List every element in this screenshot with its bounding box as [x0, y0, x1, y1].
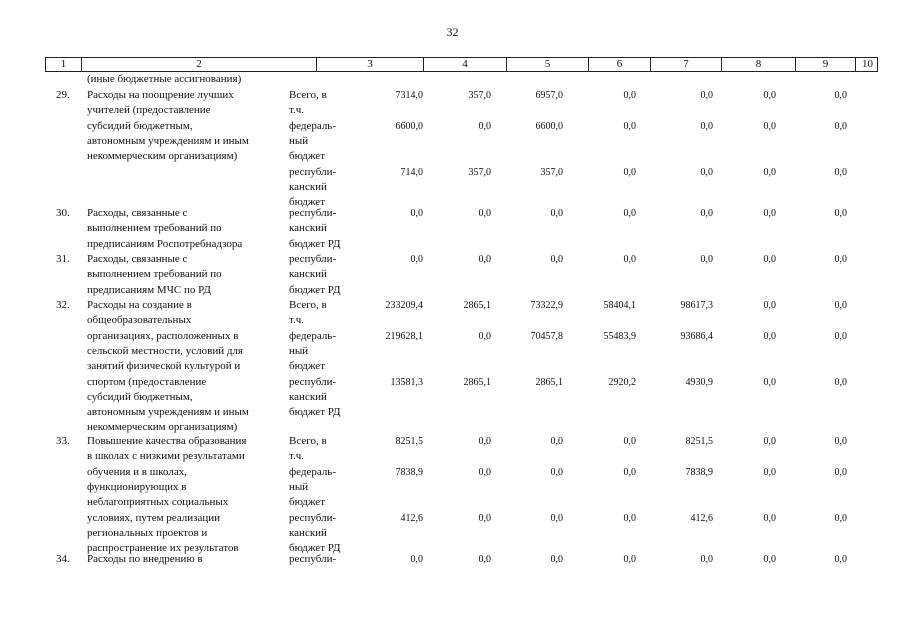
value-cell: 0,0: [478, 208, 491, 219]
value-cell: 0,0: [834, 512, 847, 524]
value-cell: 0,0: [550, 208, 563, 219]
funding-source-line: республи-: [289, 511, 337, 524]
value-cell: 4930,9: [685, 376, 713, 388]
header-col-5: 5: [507, 58, 589, 71]
funding-source-line: канский: [289, 390, 327, 403]
value-cell: 0,0: [478, 330, 491, 342]
value-cell: 0,0: [763, 120, 776, 132]
funding-source-line: канский: [289, 268, 327, 281]
value-cell: 0,0: [700, 90, 713, 101]
value-cell: 0,0: [763, 466, 776, 478]
value-cell: 357,0: [468, 90, 491, 101]
value-cell: 0,0: [623, 120, 636, 132]
row-description-line: Расходы по внедрению в: [87, 553, 203, 565]
row-description-line: предписаниям Роспотребнадзора: [87, 237, 243, 250]
row-description-line: автономным учреждениям и иным: [87, 406, 249, 419]
funding-source-line: канский: [289, 180, 327, 193]
value-cell: 0,0: [700, 208, 713, 219]
value-cell: 2865,1: [535, 376, 563, 388]
value-cell: 0,0: [478, 436, 491, 447]
value-cell: 6957,0: [535, 90, 563, 101]
row-description-line: общеобразовательных: [87, 314, 192, 327]
row-description-line: занятий физической культурой и: [87, 360, 241, 373]
value-cell: 7314,0: [395, 90, 423, 101]
row-description-line: Расходы, связанные с: [87, 253, 188, 265]
value-cell: 219628,1: [385, 330, 423, 342]
funding-source-line: т.ч.: [289, 314, 305, 327]
value-cell: 233209,4: [385, 300, 423, 311]
row-description-line: условиях, путем реализации: [87, 511, 221, 524]
value-cell: 0,0: [763, 554, 776, 565]
value-cell: 0,0: [478, 554, 491, 565]
funding-source-line: канский: [289, 526, 327, 539]
row-description-line: учителей (предоставление: [87, 104, 211, 117]
value-cell: 0,0: [623, 436, 636, 447]
header-col-4: 4: [424, 58, 507, 71]
funding-source-line: республи-: [289, 165, 337, 178]
value-cell: 0,0: [410, 254, 423, 265]
value-cell: 6600,0: [535, 120, 563, 132]
row-description-line: Расходы на поощрение лучших: [87, 89, 234, 101]
value-cell: 412,6: [400, 512, 423, 524]
funding-source-line: бюджет РД: [289, 406, 341, 419]
funding-source-line: бюджет РД: [289, 237, 341, 250]
value-cell: 0,0: [478, 120, 491, 132]
value-cell: 0,0: [410, 554, 423, 565]
value-cell: 0,0: [623, 90, 636, 101]
header-col-6: 6: [589, 58, 651, 71]
value-cell: 8251,5: [685, 436, 713, 447]
value-cell: 0,0: [623, 254, 636, 265]
value-cell: 0,0: [623, 208, 636, 219]
funding-source-line: ный: [289, 344, 309, 357]
funding-source-line: республи-: [289, 375, 337, 388]
header-col-9: 9: [796, 58, 856, 71]
continuation-text: (иные бюджетные ассигнования): [87, 73, 242, 85]
value-cell: 0,0: [763, 436, 776, 447]
value-cell: 0,0: [700, 166, 713, 178]
value-cell: 58404,1: [603, 300, 636, 311]
value-cell: 0,0: [834, 254, 847, 265]
value-cell: 2865,1: [463, 300, 491, 311]
value-cell: 0,0: [550, 466, 563, 478]
row-description-line: предписаниям МЧС по РД: [87, 283, 211, 296]
row-number: 34.: [56, 553, 70, 565]
row-description-line: спортом (предоставление: [87, 375, 207, 388]
value-cell: 0,0: [834, 90, 847, 101]
header-col-7: 7: [651, 58, 722, 71]
value-cell: 714,0: [400, 166, 423, 178]
value-cell: 0,0: [763, 330, 776, 342]
value-cell: 357,0: [540, 166, 563, 178]
funding-source-line: федераль-: [289, 329, 336, 342]
row-description-line: некоммерческим организациям): [87, 150, 238, 163]
row-description-line: распространение их результатов: [87, 542, 239, 555]
value-cell: 0,0: [763, 254, 776, 265]
funding-source-line: Всего, в: [289, 435, 327, 447]
row-description-line: Повышение качества образования: [87, 435, 247, 447]
row-description-line: в школах с низкими результатами: [87, 450, 245, 463]
value-cell: 0,0: [834, 466, 847, 478]
row-number: 29.: [56, 89, 70, 101]
value-cell: 2865,1: [463, 376, 491, 388]
value-cell: 0,0: [623, 512, 636, 524]
funding-source-line: ный: [289, 480, 309, 493]
funding-source-line: Всего, в: [289, 299, 327, 311]
header-col-2: 2: [82, 58, 317, 71]
value-cell: 0,0: [763, 208, 776, 219]
funding-source-line: ный: [289, 134, 309, 147]
row-description-line: Расходы, связанные с: [87, 207, 188, 219]
value-cell: 0,0: [623, 554, 636, 565]
funding-source-line: бюджет: [289, 496, 325, 509]
value-cell: 70457,8: [530, 330, 563, 342]
row-number: 31.: [56, 253, 70, 265]
value-cell: 7838,9: [395, 466, 423, 478]
row-number: 30.: [56, 207, 70, 219]
row-description-line: выполнением требований по: [87, 268, 222, 281]
funding-source-line: федераль-: [289, 119, 336, 132]
value-cell: 0,0: [834, 554, 847, 565]
value-cell: 7838,9: [685, 466, 713, 478]
row-description-line: выполнением требований по: [87, 222, 222, 235]
value-cell: 0,0: [478, 466, 491, 478]
row-description-line: Расходы на создание в: [87, 299, 192, 311]
funding-source-line: бюджет РД: [289, 283, 341, 296]
value-cell: 0,0: [700, 120, 713, 132]
value-cell: 412,6: [690, 512, 713, 524]
funding-source-line: канский: [289, 222, 327, 235]
funding-source-line: т.ч.: [289, 450, 305, 463]
row-number: 32.: [56, 299, 70, 311]
funding-source-line: федераль-: [289, 465, 336, 478]
value-cell: 98617,3: [680, 300, 713, 311]
value-cell: 0,0: [763, 166, 776, 178]
value-cell: 55483,9: [603, 330, 636, 342]
value-cell: 0,0: [834, 376, 847, 388]
funding-source-line: республи-: [289, 553, 337, 565]
value-cell: 93686,4: [680, 330, 713, 342]
value-cell: 0,0: [763, 512, 776, 524]
funding-source-line: бюджет: [289, 196, 325, 209]
funding-source-line: т.ч.: [289, 104, 305, 117]
funding-source-line: Всего, в: [289, 89, 327, 101]
value-cell: 0,0: [834, 436, 847, 447]
value-cell: 0,0: [478, 254, 491, 265]
value-cell: 73322,9: [530, 300, 563, 311]
value-cell: 0,0: [623, 166, 636, 178]
row-description-line: субсидий бюджетным,: [87, 119, 193, 132]
value-cell: 0,0: [763, 376, 776, 388]
value-cell: 0,0: [700, 254, 713, 265]
value-cell: 0,0: [763, 90, 776, 101]
value-cell: 0,0: [834, 330, 847, 342]
row-number: 33.: [56, 435, 70, 447]
value-cell: 0,0: [623, 466, 636, 478]
row-description-line: региональных проектов и: [87, 526, 208, 539]
row-description-line: обучения и в школах,: [87, 465, 187, 478]
value-cell: 2920,2: [608, 376, 636, 388]
value-cell: 0,0: [550, 512, 563, 524]
header-col-10: 10: [862, 58, 873, 70]
row-description-line: некоммерческим организациям): [87, 421, 238, 434]
value-cell: 0,0: [834, 120, 847, 132]
header-col-8: 8: [722, 58, 796, 71]
row-description-line: функционирующих в: [87, 480, 187, 493]
row-description-line: автономным учреждениям и иным: [87, 134, 249, 147]
funding-source-line: бюджет: [289, 150, 325, 163]
value-cell: 357,0: [468, 166, 491, 178]
value-cell: 0,0: [478, 512, 491, 524]
value-cell: 0,0: [550, 254, 563, 265]
value-cell: 0,0: [763, 300, 776, 311]
header-col-3: 3: [317, 58, 424, 71]
funding-source-line: республи-: [289, 253, 337, 265]
value-cell: 0,0: [550, 554, 563, 565]
header-col-1: 1: [46, 58, 82, 71]
value-cell: 0,0: [410, 208, 423, 219]
funding-source-line: бюджет РД: [289, 542, 341, 555]
value-cell: 0,0: [700, 554, 713, 565]
page-number: 32: [446, 25, 459, 39]
row-description-line: организациях, расположенных в: [87, 329, 239, 342]
funding-source-line: республи-: [289, 207, 337, 219]
funding-source-line: бюджет: [289, 360, 325, 373]
value-cell: 0,0: [834, 166, 847, 178]
row-description-line: сельской местности, условий для: [87, 344, 243, 357]
value-cell: 8251,5: [395, 436, 423, 447]
row-description-line: неблагоприятных социальных: [87, 496, 229, 509]
value-cell: 6600,0: [395, 120, 423, 132]
table-header-row: [45, 57, 878, 72]
value-cell: 0,0: [550, 436, 563, 447]
row-description-line: субсидий бюджетным,: [87, 390, 193, 403]
value-cell: 13581,3: [390, 376, 423, 388]
value-cell: 0,0: [834, 300, 847, 311]
value-cell: 0,0: [834, 208, 847, 219]
